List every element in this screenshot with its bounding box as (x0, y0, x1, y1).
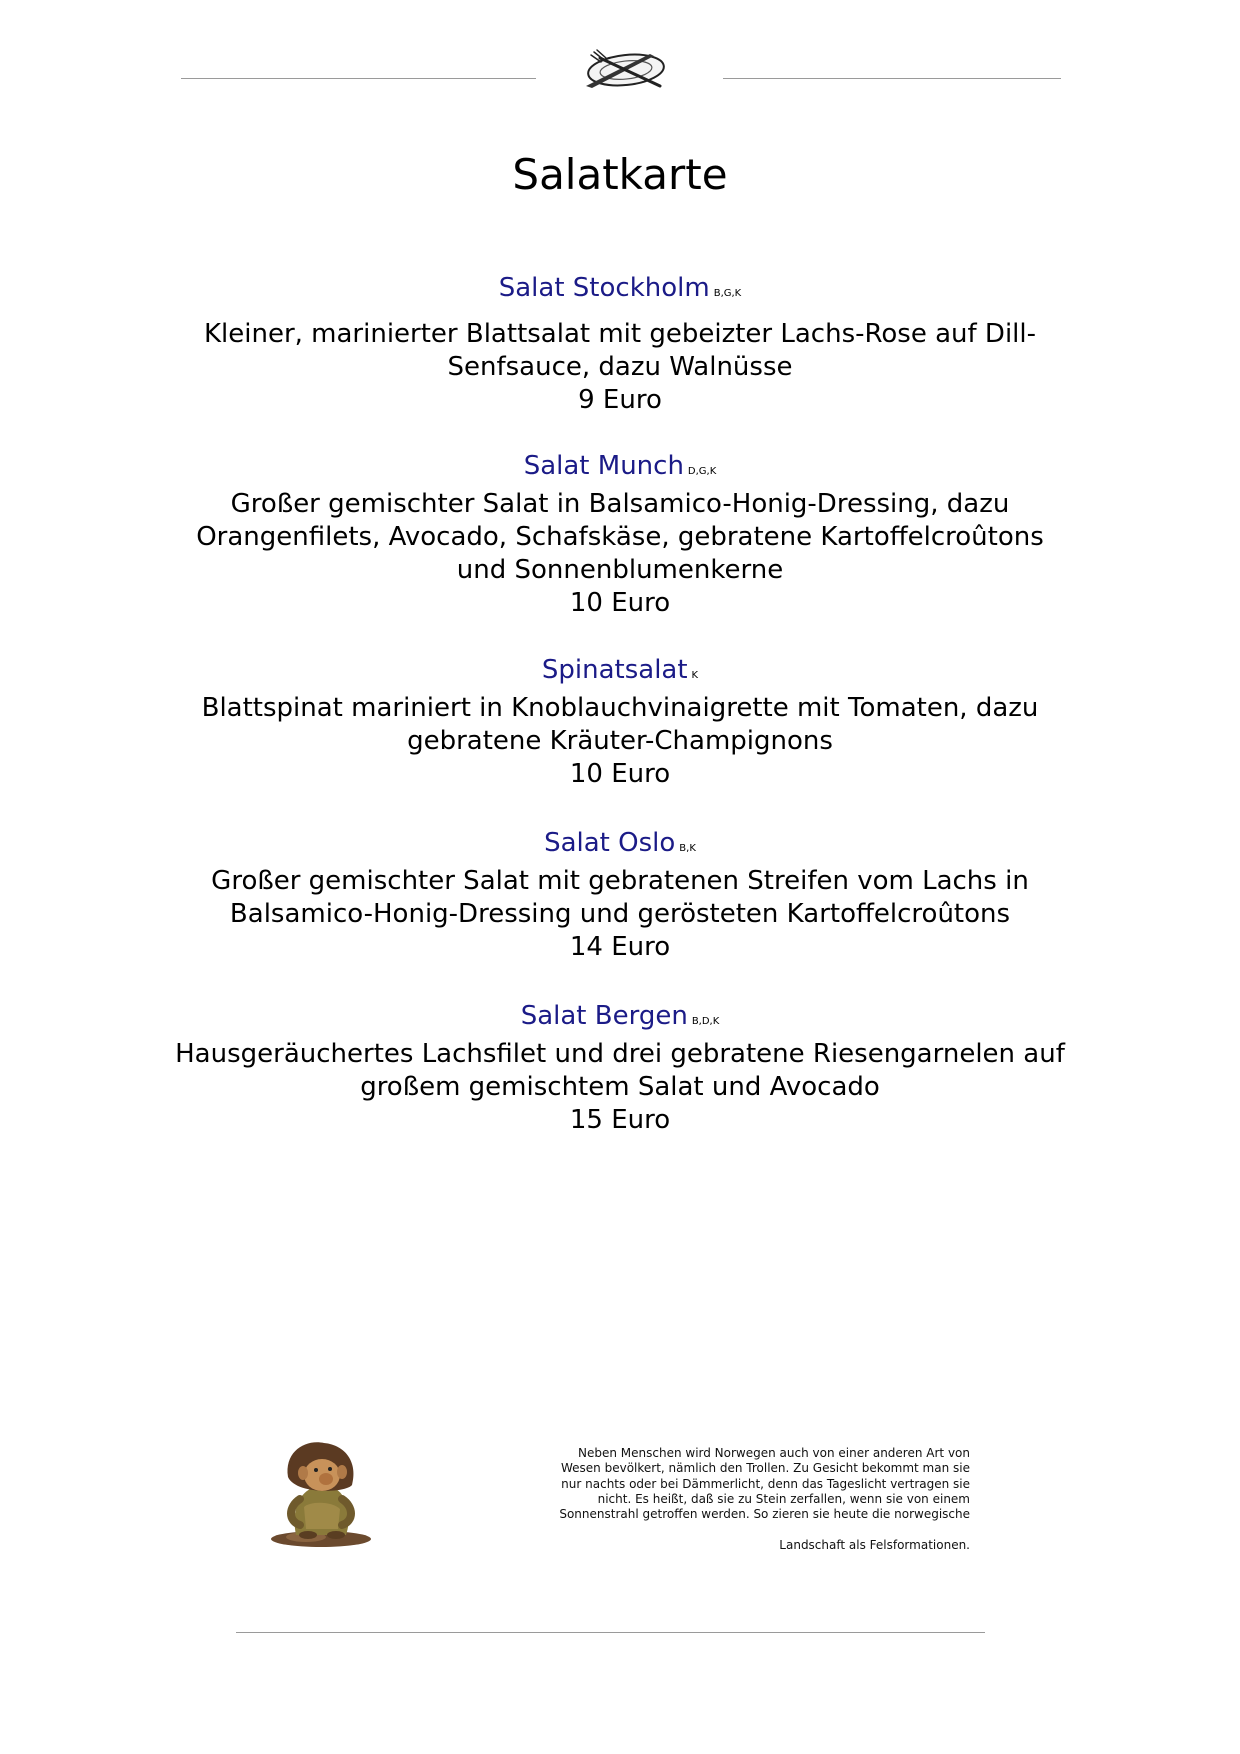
note-line: Neben Menschen wird Norwegen auch von einer anderen Art von (578, 1446, 970, 1460)
footer-divider (236, 1632, 985, 1633)
plate-fork-knife-icon (580, 46, 672, 92)
item-heading (0, 450, 1240, 488)
note-line: nur nachts oder bei Dämmerlicht, denn das Tageslicht vertragen sie (561, 1476, 970, 1491)
item-heading (0, 827, 1240, 865)
description-line: Blattspinat mariniert in Knoblauchvinaigrette mit Tomaten, dazu (201, 693, 1039, 723)
allergen-codes: B,K (679, 843, 696, 854)
item-price: 14 Euro (569, 932, 671, 962)
description-line: Kleiner, marinierter Blattsalat mit gebeizter Lachs-Rose auf Dill- (203, 319, 1037, 349)
item-description (0, 865, 1240, 931)
menu-item-spinatsalat (0, 654, 1240, 791)
troll-note (510, 1446, 970, 1553)
description-line: Balsamico-Honig-Dressing und gerösteten Kartoffelcroûtons (229, 899, 1011, 929)
description-line: Senfsauce, dazu Walnüsse (447, 352, 793, 382)
menu-item-salat-oslo (0, 827, 1240, 964)
item-description (0, 488, 1240, 587)
description-line: gebratene Kräuter-Champignons (407, 726, 833, 756)
page-title: Salatkarte (512, 150, 728, 199)
menu-item-salat-bergen (0, 1000, 1240, 1137)
item-name: Salat Stockholm (498, 273, 710, 303)
item-heading (0, 272, 1240, 310)
menu-item-salat-stockholm (0, 272, 1240, 417)
troll-figure-icon (266, 1437, 376, 1549)
header-divider-left (181, 78, 536, 79)
item-heading (0, 654, 1240, 692)
item-name: Salat Oslo (544, 828, 676, 858)
item-name: Spinatsalat (541, 655, 688, 685)
item-price: 10 Euro (569, 759, 671, 789)
item-heading (0, 1000, 1240, 1038)
note-line: Wesen bevölkert, nämlich den Trollen. Zu Gesicht bekommt man sie (561, 1461, 970, 1476)
description-line: und Sonnenblumenkerne (456, 555, 784, 585)
note-line: nicht. Es heißt, daß sie zu Stein zerfallen, wenn sie von einem (597, 1491, 970, 1506)
item-description (0, 692, 1240, 758)
allergen-codes: B,D,K (691, 1016, 720, 1027)
description-line: Großer gemischter Salat in Balsamico-Honig-Dressing, dazu (230, 489, 1010, 519)
allergen-codes: K (691, 670, 699, 681)
item-name: Salat Bergen (520, 1001, 688, 1031)
item-description (0, 1038, 1240, 1104)
item-price: 10 Euro (569, 588, 671, 618)
item-price: 9 Euro (578, 385, 662, 415)
header-divider-right (723, 78, 1061, 79)
description-line: Hausgeräuchertes Lachsfilet und drei gebratene Riesengarnelen auf (175, 1039, 1065, 1069)
note-line: Sonnenstrahl getroffen werden. So zieren sie heute die norwegische (559, 1507, 970, 1522)
description-line: großem gemischtem Salat und Avocado (360, 1072, 880, 1102)
item-description (0, 318, 1240, 384)
item-name: Salat Munch (523, 451, 684, 481)
description-line: Großer gemischter Salat mit gebratenen Streifen vom Lachs in (211, 866, 1029, 896)
item-price: 15 Euro (569, 1105, 671, 1135)
allergen-codes: B,G,K (713, 288, 742, 299)
description-line: Orangenfilets, Avocado, Schafskäse, gebratene Kartoffelcroûtons (196, 522, 1044, 552)
menu-item-salat-munch (0, 450, 1240, 620)
note-line: Landschaft als Felsformationen. (779, 1537, 970, 1552)
allergen-codes: D,G,K (687, 466, 717, 477)
